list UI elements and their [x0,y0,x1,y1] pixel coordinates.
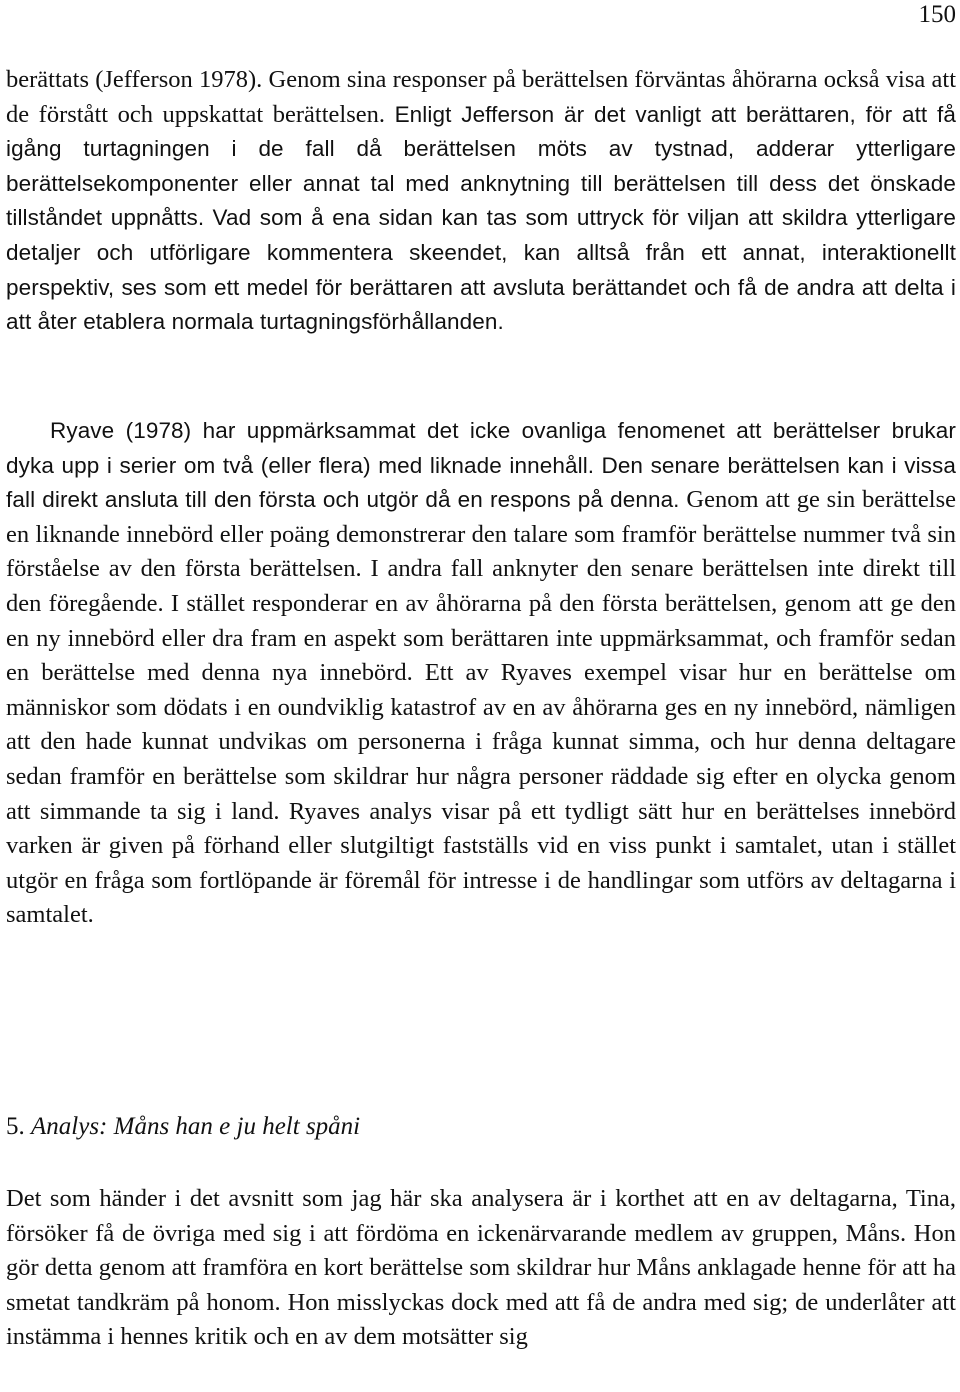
page-number: 150 [918,1,956,28]
text-block-3: Vad som å ena sidan kan tas som uttryck för viljan att skildra ytterligare detaljer och utförligare kommentera skeendet, kan alltså från ett annat, interaktionellt perspektiv, ses som ett medel för berättaren att avsluta berättandet och få de andra att delta i att åter etablera normala turtagningsförhållanden. [6,205,956,335]
text-block-1: berättats (Jefferson 1978). Genom sina responser på berättelsen förväntas åhörarna också visa att de förstått och uppskattat berättelsen. [6,66,956,128]
section-title: Analys: Måns han e ju helt spåni [31,1113,361,1140]
text-block-2: Enligt Jefferson är det vanligt att berättaren, för att få igång turtagningen i de fall då berättelsen möts av tystnad, adderar ytterligare berättelsekomponenter eller annat tal med anknytning till berättelsen till dess det önskade tillståndet uppnåtts. [6,101,957,231]
text-block-5: Den senare berättelsen kan i vissa fall direkt ansluta till den första och utgör då en respons på denna. [6,452,956,513]
section-5-paragraph: Det som händer i det avsnitt som jag här ska analysera är i korthet att en av deltagarna, Tina, försöker få de övriga med sig i att fördöma en ickenärvarande medlem av gruppen, Måns. Hon gör detta genom att framföra en kort berättelse som skildrar hur Måns anklagade henne för att ha smetat tandkräm på honom. Hon misslyckas dock med att få de andra med sig; de underlåter att instämma i hennes kritik och en av dem motsätter sig [6,1185,956,1351]
section-heading [6,1110,360,1144]
body-paragraph-2 [6,414,956,933]
text-block-6: Genom att ge sin berättelse en liknande innebörd eller poäng demonstrerar den talare som framför berättelse nummer två sin förståelse av den första berättelsen. I andra fall anknyter den senare berättelsen inte direkt till den föregående. [6,486,956,617]
text-block-4: Ryave (1978) har uppmärksammat det icke ovanliga fenomenet att berättelser brukar dyka upp i serier om två (eller flera) med liknade innehåll. [6,418,956,478]
section-number: 5. [6,1113,25,1140]
text-block-7: I stället responderar en av åhörarna på den första berättelsen, genom att ge den en ny innebörd eller dra fram en aspekt som berättaren inte uppmärksammat, och framför sedan en berättelse med denna nya innebörd. Ett av Ryaves exempel visar hur en berättelse om människor som dödats i en oundviklig katastrof av en av åhörarna ges en ny innebörd, nämligen att den hade kunnat undvikas om personerna i fråga kunnat simma, och hur denna deltagare sedan framför en berättelse som skildrar hur några personer räddade sig efter en olycka genom att simmande ta sig i land. Ryaves analys visar på ett tydligt sätt hur en berättelses innebörd varken är given på förhand eller slutgiltigt fastställs vid en viss punkt i samtalet, utan i stället utgör en fråga som fortlöpande är föremål för intresse i de handlingar som utförs av deltagarna i samtalet. [6,589,957,929]
body-paragraph-1 [6,63,956,340]
